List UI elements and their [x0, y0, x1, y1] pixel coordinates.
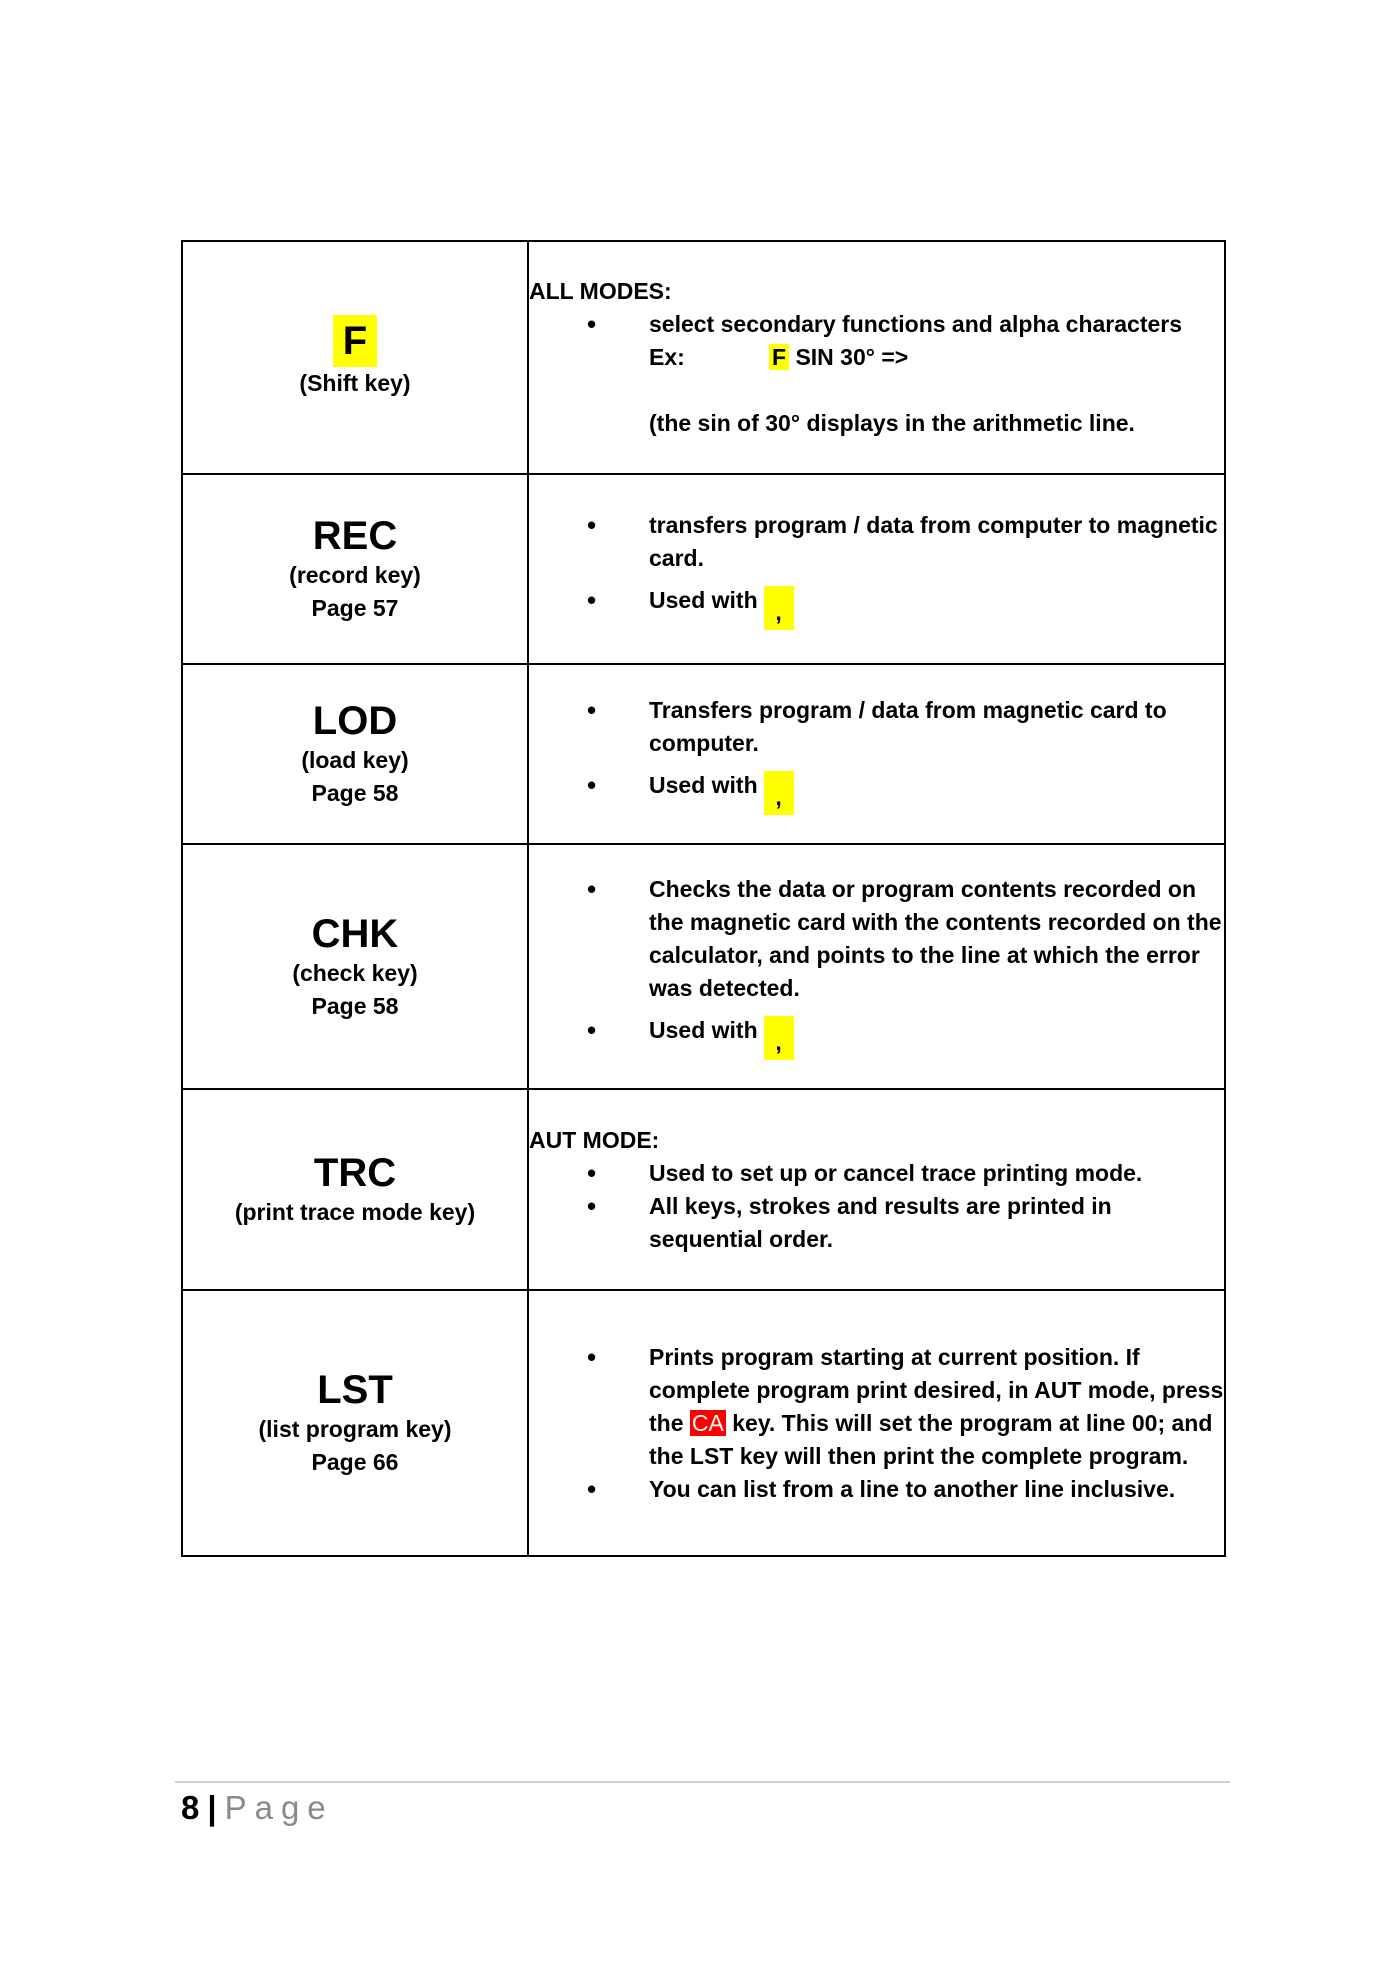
key-name: F: [333, 315, 377, 367]
key-description: (print trace mode key): [234, 1199, 476, 1225]
list-item: • All keys, strokes and results are printed in sequential order.: [529, 1190, 1224, 1256]
ca-key-highlight: CA: [691, 1409, 724, 1436]
key-cell: [182, 844, 528, 1089]
bullet-text: Used with: [649, 1017, 758, 1043]
note-text: (the sin of 30° displays in the arithmetic line.: [649, 410, 1135, 436]
key-name: TRC: [313, 1151, 397, 1195]
example-label: Ex:: [649, 344, 685, 370]
page-footer: [181, 1788, 334, 1828]
description-cell: [528, 1290, 1225, 1556]
page-reference: Page 58: [311, 992, 399, 1019]
bullet-list: [529, 1341, 1224, 1506]
page-number: 8: [181, 1789, 200, 1826]
bullet-text: Prints program starting at current position. If complete program print desired, in AUT mode, press the: [649, 1343, 1224, 1436]
example-line: [649, 341, 1224, 374]
list-item: [529, 769, 1224, 815]
key-description: (Shift key): [299, 370, 411, 396]
mode-label: ALL MODES:: [529, 278, 672, 304]
bullet-text: Used with: [649, 771, 758, 798]
list-item: • Checks the data or program contents recorded on the magnetic card with the contents recorded on the calculator, and points to the line at which the error was detected.: [529, 873, 1224, 1005]
list-item: • Used to set up or cancel trace printing mode.: [529, 1157, 1224, 1190]
list-item: [529, 584, 1224, 630]
bullet-list: [529, 1157, 1224, 1256]
list-item: [529, 1014, 1224, 1060]
comma-key-highlight: ,: [764, 771, 794, 815]
example-text: SIN 30° =>: [789, 344, 909, 370]
description-cell: [528, 474, 1225, 664]
key-cell: [182, 1089, 528, 1290]
table-row: [182, 474, 1225, 664]
page-reference: Page 66: [311, 1449, 399, 1475]
key-description: (list program key): [258, 1416, 452, 1442]
key-cell: [182, 474, 528, 664]
key-description: (record key): [289, 562, 421, 588]
key-name: LOD: [312, 699, 398, 743]
bullet-text: Used with: [649, 586, 758, 613]
table-row: [182, 664, 1225, 844]
bullet-list: [529, 509, 1224, 630]
description-cell: [528, 241, 1225, 474]
description-cell: [528, 844, 1225, 1089]
list-item: [529, 308, 1224, 440]
bullet-text: select secondary functions and alpha characters: [649, 311, 1183, 337]
key-reference-table: [181, 240, 1226, 1557]
key-cell: [182, 664, 528, 844]
key-description: (load key): [301, 747, 409, 773]
description-cell: [528, 1089, 1225, 1290]
comma-key-highlight: ,: [764, 586, 794, 630]
comma-key-highlight: ,: [764, 1016, 794, 1060]
table-row: [182, 1089, 1225, 1290]
list-item: • transfers program / data from computer to magnetic card.: [529, 509, 1224, 575]
key-description: (check key): [292, 959, 418, 986]
description-cell: [528, 664, 1225, 844]
mode-label: AUT MODE:: [529, 1126, 660, 1153]
list-item: [529, 1341, 1224, 1473]
table-row: [182, 241, 1225, 474]
footer-separator: |: [207, 1789, 217, 1826]
page-reference: Page 57: [311, 595, 399, 621]
shift-key-highlight: F: [769, 344, 789, 370]
footer-divider: [175, 1781, 1230, 1783]
key-cell: [182, 1290, 528, 1556]
table-row: [182, 844, 1225, 1089]
list-item: • Transfers program / data from magnetic card to computer.: [529, 694, 1224, 760]
table-row: [182, 1290, 1225, 1556]
bullet-text: key. This will set the program at line 00; and the LST key will then print the complete program.: [649, 1409, 1213, 1469]
page-reference: Page 58: [311, 780, 399, 806]
list-item: • You can list from a line to another line inclusive.: [529, 1473, 1224, 1506]
key-cell: [182, 241, 528, 474]
bullet-list: [529, 873, 1224, 1060]
page-word: Page: [224, 1789, 334, 1826]
key-name: REC: [312, 514, 398, 558]
bullet-list: [529, 694, 1224, 815]
key-name: CHK: [311, 911, 399, 956]
key-name: LST: [317, 1368, 393, 1412]
bullet-list: [529, 308, 1224, 440]
